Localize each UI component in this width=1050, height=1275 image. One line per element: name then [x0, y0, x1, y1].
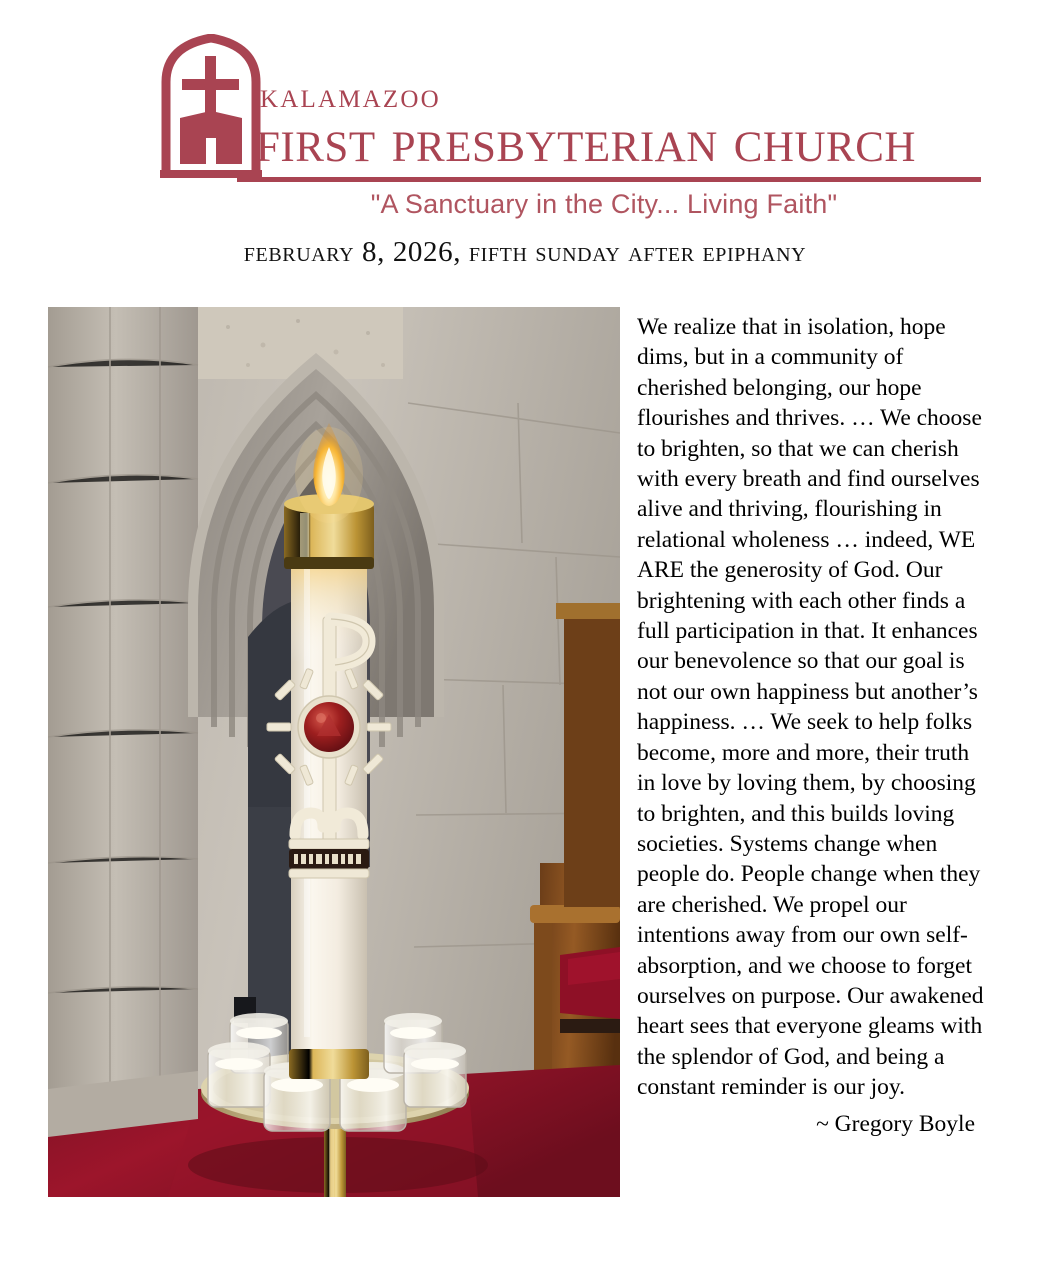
- paschal-candle-photo: [48, 307, 620, 1197]
- bulletin-header: [0, 0, 1050, 228]
- quotation-column: [637, 312, 989, 1139]
- church-logo: [160, 34, 920, 224]
- logo-line-kalamazoo: kalamazoo: [260, 76, 441, 115]
- church-wordmark: [224, 34, 924, 219]
- quotation-body: We realize that in isolation, hope dims, but in a community of cherished belonging, our hope flourishes and thrives. … We choose to brighten, so that we can cherish with every breath and find ourselves alive and thriving, flourishing in relational wholeness … indeed, WE ARE the generosity of God. Our brightening with each other finds a full participation in that. It enhances our benevolence so that our goal is not our own happiness but another’s happiness. … We seek to help folks become, more and more, their truth in love by loving them, by choosing to brighten, and this builds loving societies. Systems change when people do. People change when they are cherished. We propel our intentions away from our own self-absorption, and we choose to forget ourselves on purpose. Our awakened heart sees that everyone gleams with the splendor of God, and being a constant reminder is our joy.: [637, 314, 984, 1101]
- logo-divider-rule: [237, 177, 981, 182]
- service-dateline: february 8, 2026, fifth sunday after epiphany: [243, 236, 807, 268]
- quotation-attribution: ~ Gregory Boyle: [816, 1110, 975, 1137]
- church-tagline: "A Sanctuary in the City... Living Faith": [370, 189, 838, 219]
- logo-line-first-presbyterian-church: first presbyterian church: [256, 107, 916, 175]
